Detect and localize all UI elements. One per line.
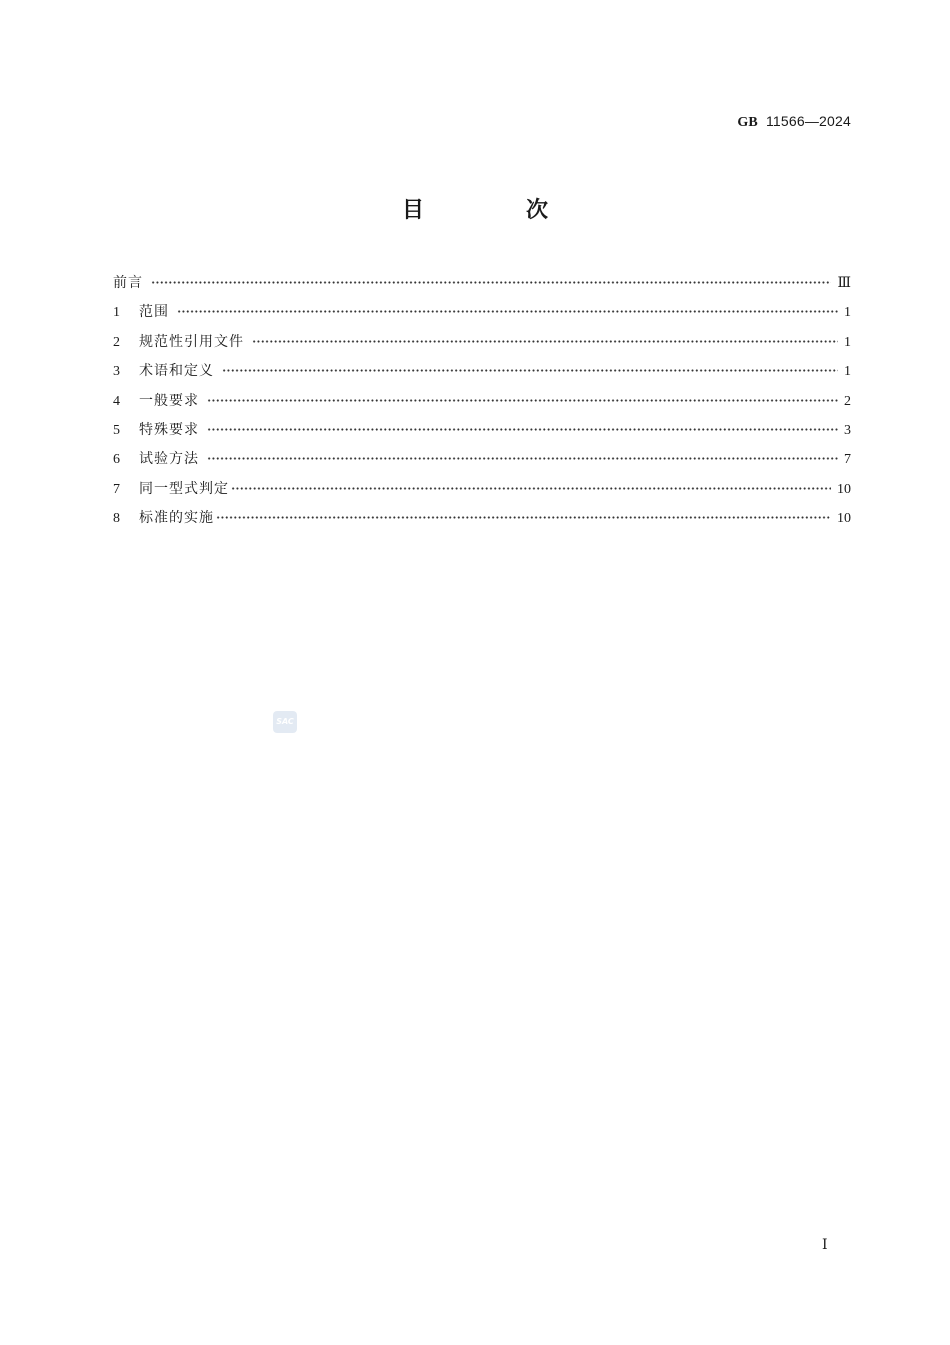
toc-entry-foreword[interactable]: [113, 272, 851, 301]
toc-entry-test-methods[interactable]: [113, 448, 851, 477]
toc-entry-label: 标准的实施: [139, 510, 214, 527]
toc-entry-number: 4: [113, 393, 120, 409]
toc-entry-page: 1: [844, 334, 851, 350]
toc-entry-general-requirements[interactable]: [113, 390, 851, 419]
toc-entry-number: 8: [113, 511, 120, 527]
toc-entry-scope[interactable]: [113, 301, 851, 330]
toc-entry-number: 6: [113, 452, 120, 468]
toc-entry-number: 7: [113, 481, 120, 497]
toc-entry-label: 前言: [113, 275, 143, 291]
toc-entry-special-requirements[interactable]: [113, 419, 851, 448]
standard-prefix: GB: [737, 115, 758, 130]
toc-entry-label: 一般要求: [139, 392, 199, 409]
dot-leader: [231, 487, 831, 490]
toc-entry-label: 规范性引用文件: [139, 333, 244, 350]
toc-entry-number: 2: [113, 334, 120, 350]
toc-entry-page: 10: [837, 511, 851, 527]
toc-entry-terms-definitions[interactable]: [113, 360, 851, 389]
toc-entry-type-determination[interactable]: [113, 478, 851, 507]
dot-leader: [151, 281, 831, 284]
dot-leader: [207, 457, 838, 460]
toc-entry-number: 3: [113, 364, 120, 380]
watermark-text: SAC: [276, 717, 294, 726]
dot-leader: [222, 369, 838, 372]
dot-leader: [252, 340, 838, 343]
toc-entry-label: 范围: [139, 304, 169, 321]
toc-entry-implementation[interactable]: [113, 507, 851, 536]
toc-entry-page: 1: [844, 364, 851, 380]
toc-entry-normative-references[interactable]: [113, 331, 851, 360]
toc-entry-label: 术语和定义: [139, 363, 214, 380]
standard-number-header: [737, 113, 851, 131]
toc-entry-page: 7: [844, 452, 851, 468]
dot-leader: [207, 399, 838, 402]
toc-entry-number: 5: [113, 422, 120, 438]
toc-entry-page: 10: [837, 481, 851, 497]
toc-entry-page: 3: [844, 422, 851, 438]
dot-leader: [216, 516, 831, 519]
dot-leader: [207, 428, 838, 431]
page-number: Ⅰ: [822, 1238, 828, 1253]
toc-title: 目 次: [401, 198, 588, 223]
sac-watermark-logo: [273, 711, 297, 733]
toc-entry-page: 2: [844, 393, 851, 409]
toc-entry-label: 同一型式判定: [139, 480, 229, 497]
toc-entry-number: 1: [113, 305, 120, 321]
toc-entry-label: 特殊要求: [139, 421, 199, 438]
dot-leader: [177, 310, 838, 313]
toc-entry-label: 试验方法: [139, 451, 199, 468]
standard-number: 11566—2024: [765, 113, 851, 129]
table-of-contents: [113, 272, 851, 537]
toc-entry-page: Ⅲ: [837, 276, 851, 291]
toc-entry-page: 1: [844, 305, 851, 321]
